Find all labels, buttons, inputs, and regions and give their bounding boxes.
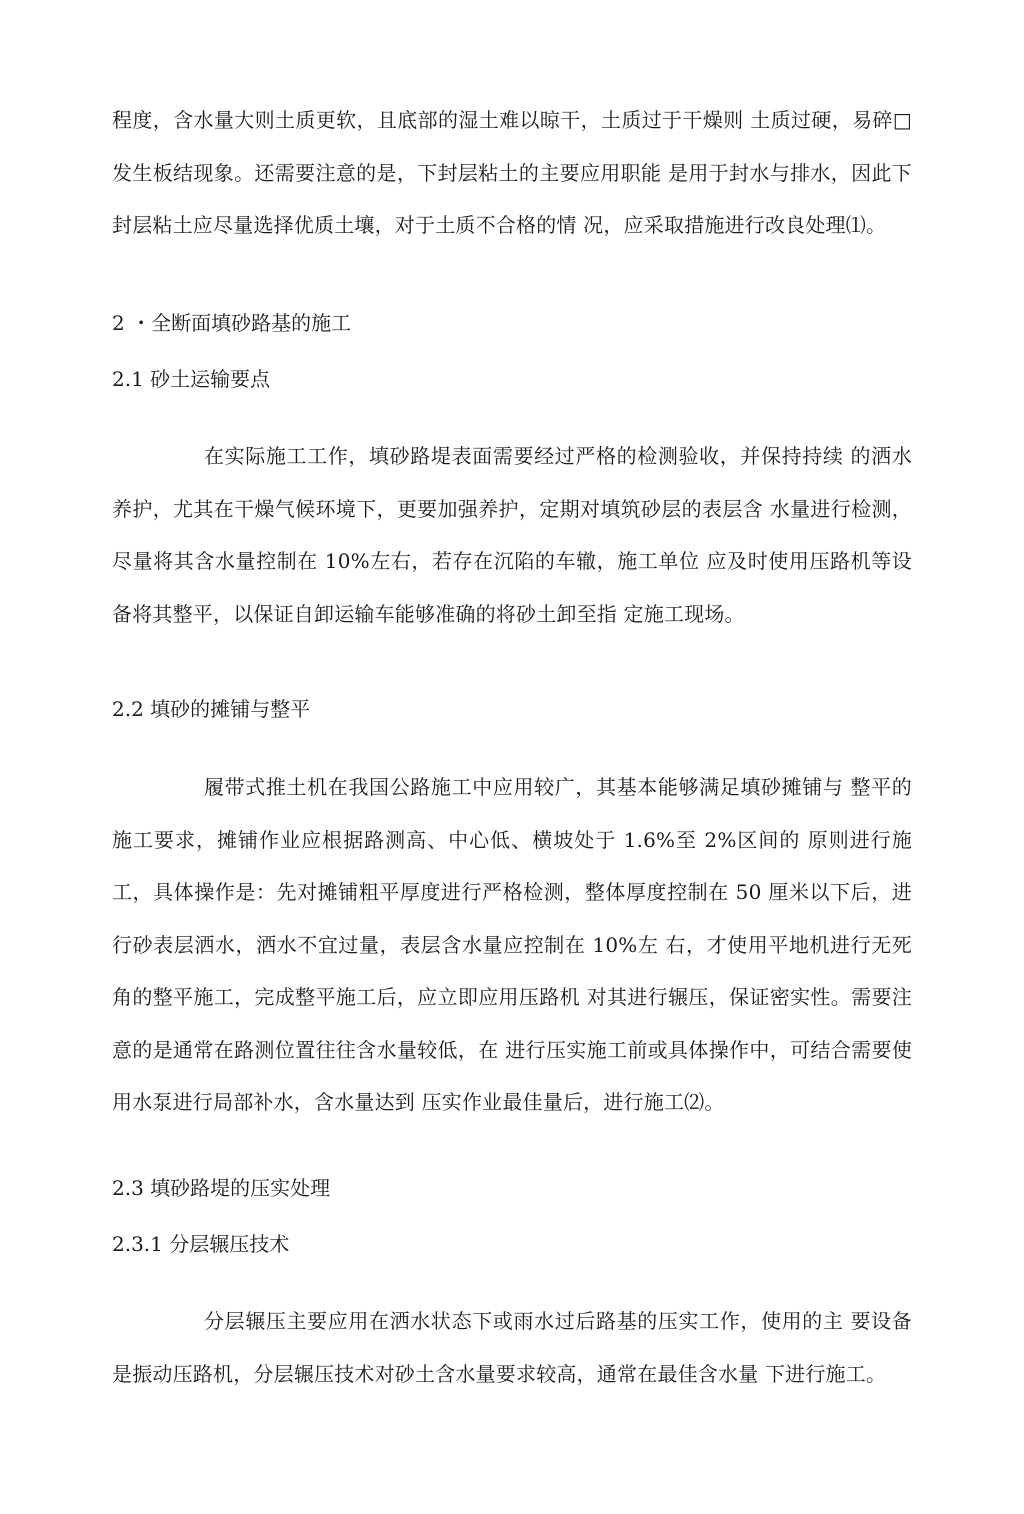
intro-paragraph: 程度，含水量大则土质更软，且底部的湿土难以晾干，土质过于干燥则 土质过硬，易碎□发生板结现象。还需要注意的是，下封层粘土的主要应用职能 是用于封水与排水，因此下封层粘土应尽量选择优质土壤，对于土质不合格的情 况，应采取措施进行改良处理⑴。 <box>112 108 912 237</box>
section-heading-2-1: 2.1 砂土运输要点 <box>112 367 271 391</box>
section-heading-2-3-1: 2.3.1 分层辗压技术 <box>112 1232 290 1256</box>
paragraph-2-3-1: 分层辗压主要应用在洒水状态下或雨水过后路基的压实工作，使用的主 要设备是振动压路机，分层辗压技术对砂土含水量要求较高，通常在最佳含水量 下进行施工。 <box>112 1309 912 1386</box>
paragraph-2-1: 在实际施工工作，填砂路堤表面需要经过严格的检测验收，并保持持续 的洒水养护，尤其在干燥气候环境下，更要加强养护，定期对填筑砂层的表层含 水量进行检测，尽量将其含水量控制在 10%左右，若存在沉陷的车辙，施工单位 应及时使用压路机等设备将其整平，以保证自卸运输车能够准确的将砂土卸至指 定施工现场。 <box>112 444 912 626</box>
paragraph-2-2: 履带式推土机在我国公路施工中应用较广，其基本能够满足填砂摊铺与 整平的施工要求，摊铺作业应根据路测高、中心低、横坡处于 1.6%至 2%区间的 原则进行施工，具体操作是：先对摊铺粗平厚度进行严格检测，整体厚度控制在 50 厘米以下后，进行砂表层洒水，洒水不宜过量，表层含水量应控制在 10%左 右，才使用平地机进行无死角的整平施工，完成整平施工后，应立即应用压路机 对其进行辗压，保证密实性。需要注意的是通常在路测位置往往含水量较低，在 进行压实施工前或具体操作中，可结合需要使用水泵进行局部补水，含水量达到 压实作业最佳量后，进行施工⑵。 <box>112 775 912 1114</box>
section-heading-2-3: 2.3 填砂路堤的压实处理 <box>112 1176 331 1200</box>
section-heading-2: 2 ・全断面填砂路基的施工 <box>112 311 352 335</box>
section-heading-2-2: 2.2 填砂的摊铺与整平 <box>112 697 311 721</box>
